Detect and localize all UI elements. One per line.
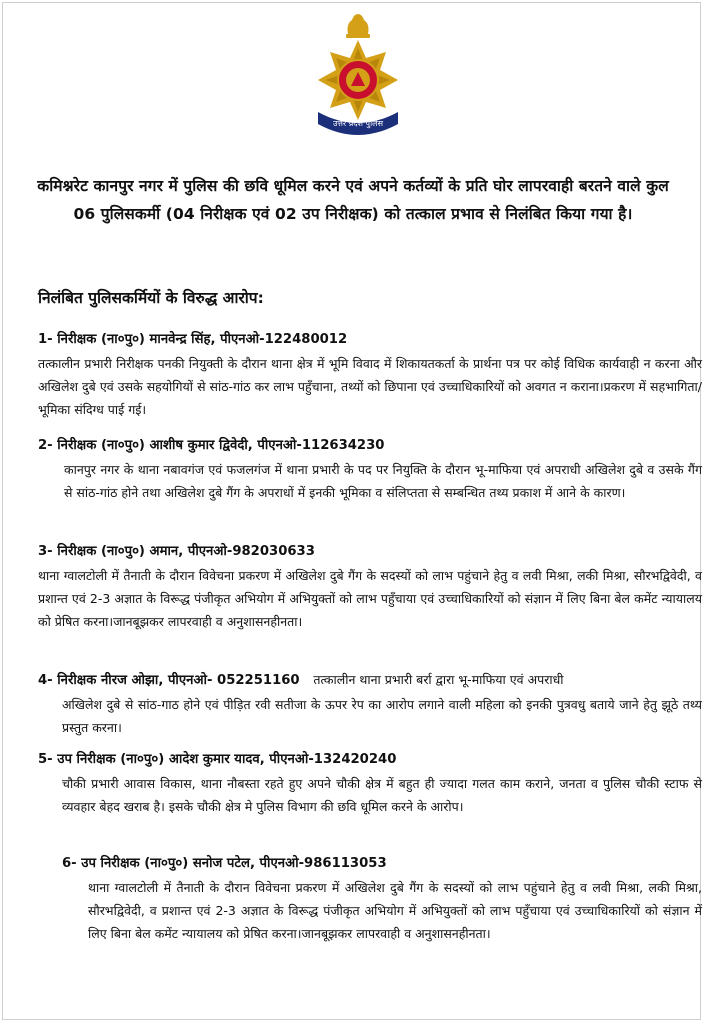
allegation-entry-4	[38, 668, 702, 739]
entry-body: अखिलेश दुबे से सांठ-गाठ होने एवं पीड़ित रवी सतीजा के ऊपर रेप का आरोप लगाने वाली महिला को इनकी पुत्रवधु बताये जाने हेतु झूठे तथ्य प्रस्तुत करना।	[62, 697, 702, 735]
entry-body: कानपुर नगर के थाना नबावगंज एवं फजलगंज में थाना प्रभारी के पद पर नियुक्ति के दौरान भू-माफिया एवं अपराधी अखिलेश दुबे व उसके गैंग से सांठ-गांठ होने तथा अखिलेश दुबे गैंग के अपराधों में इनकी भूमिका व संलिप्तता से सम्बन्धित तथ्य प्रकाश में आने के कारण।	[64, 462, 702, 500]
allegations-subheading: निलंबित पुलिसकर्मियों के विरुद्ध आरोप:	[38, 289, 264, 307]
press-release-headline: कमिश्नरेट कानपुर नगर में पुलिस की छवि धूमिल करने एवं अपने कर्तव्यों के प्रति घोर लापरवाही बरतने वाले कुल 06 पुलिसकर्मी (04 निरीक्षक एवं 02 उप निरीक्षक) को तत्काल प्रभाव से निलंबित किया गया है।	[37, 177, 669, 223]
entry-body: थाना ग्वालटोली में तैनाती के दौरान विवेचना प्रकरण में अखिलेश दुबे गैंग के सदस्यों को लाभ पहुंचाने हेतु व लवी मिश्रा, लकी मिश्रा, सौरभद्विवेदी, व प्रशान्त एवं 2-3 अज्ञात के विरूद्ध पंजीकृत अभियोग में अभियुक्तों को लाभ पहुँचाया एवं उच्चाधिकारियों को संज्ञान में लिए बिना बेल कमेंट न्यायालय को प्रेषित करना।जानबूझकर लापरवाही व अनुशासनहीनता।	[38, 568, 702, 629]
allegation-entry-2	[38, 434, 702, 504]
entry-body: थाना ग्वालटोली में तैनाती के दौरान विवेचना प्रकरण में अखिलेश दुबे गैंग के सदस्यों को लाभ पहुंचाने हेतु व लवी मिश्रा, लकी मिश्रा, सौरभद्विवेदी, व प्रशान्त एवं 2-3 अज्ञात के विरूद्ध पंजीकृत अभियोग में अभियुक्तों को लाभ पहुँचाया एवं उच्चाधिकारियों को संज्ञान में लिए बिना बेल कमेंट न्यायालय को प्रेषित करना।जानबूझकर लापरवाही व अनुशासनहीनता।	[88, 880, 702, 941]
entry-heading: 2- निरीक्षक (ना०पु०) आशीष कुमार द्विवेदी, पीएनओ-112634230	[38, 438, 385, 453]
entry-heading: 5- उप निरीक्षक (ना०पु०) आदेश कुमार यादव, पीएनओ-132420240	[38, 752, 397, 767]
entry-body: तत्कालीन प्रभारी निरीक्षक पनकी नियुक्ती के दौरान थाना क्षेत्र में भूमि विवाद में शिकायतकर्ता के प्रार्थना पत्र पर कोई विधिक कार्यवाही न करना और अखिलेश दुबे एवं उसके सहयोगियों से सांठ-गांठ कर लाभ पहुँचाना, तथ्यों को छिपाना एवं उच्चाधिकारियों को अवगत न कराना।प्रकरण में सहभागिता/भूमिका संदिग्ध पाई गई।	[38, 356, 702, 417]
allegation-entry-1	[38, 328, 702, 421]
allegation-entry-5	[38, 748, 702, 818]
entry-inline-text: तत्कालीन थाना प्रभारी बर्रा द्वारा भू-माफिया एवं अपराधी	[313, 672, 564, 687]
entry-heading: 6- उप निरीक्षक (ना०पु०) सनोज पटेल, पीएनओ-986113053	[62, 856, 387, 871]
entry-body: चौकी प्रभारी आवास विकास, थाना नौबस्ता रहते हुए अपने चौकी क्षेत्र में बहुत ही ज्यादा गलत काम कराने, जनता व पुलिस चौकी स्टाफ से व्यवहार बेहद खराब है। इसके चौकी क्षेत्र मे पुलिस विभाग की छवि धूमिल करने के आरोप।	[62, 776, 702, 814]
entry-heading: 1- निरीक्षक (ना०पु०) मानवेन्द्र सिंह, पीएनओ-122480012	[38, 332, 348, 347]
up-police-emblem-icon	[312, 12, 404, 140]
entry-heading: 4- निरीक्षक नीरज ओझा, पीएनओ- 052251160	[38, 673, 300, 688]
allegation-entry-3	[38, 540, 702, 633]
emblem-ribbon-text: उत्तर प्रदेश पुलिस	[333, 119, 383, 128]
entry-heading: 3- निरीक्षक (ना०पु०) अमान, पीएनओ-982030633	[38, 544, 315, 559]
allegation-entry-6	[62, 852, 702, 945]
